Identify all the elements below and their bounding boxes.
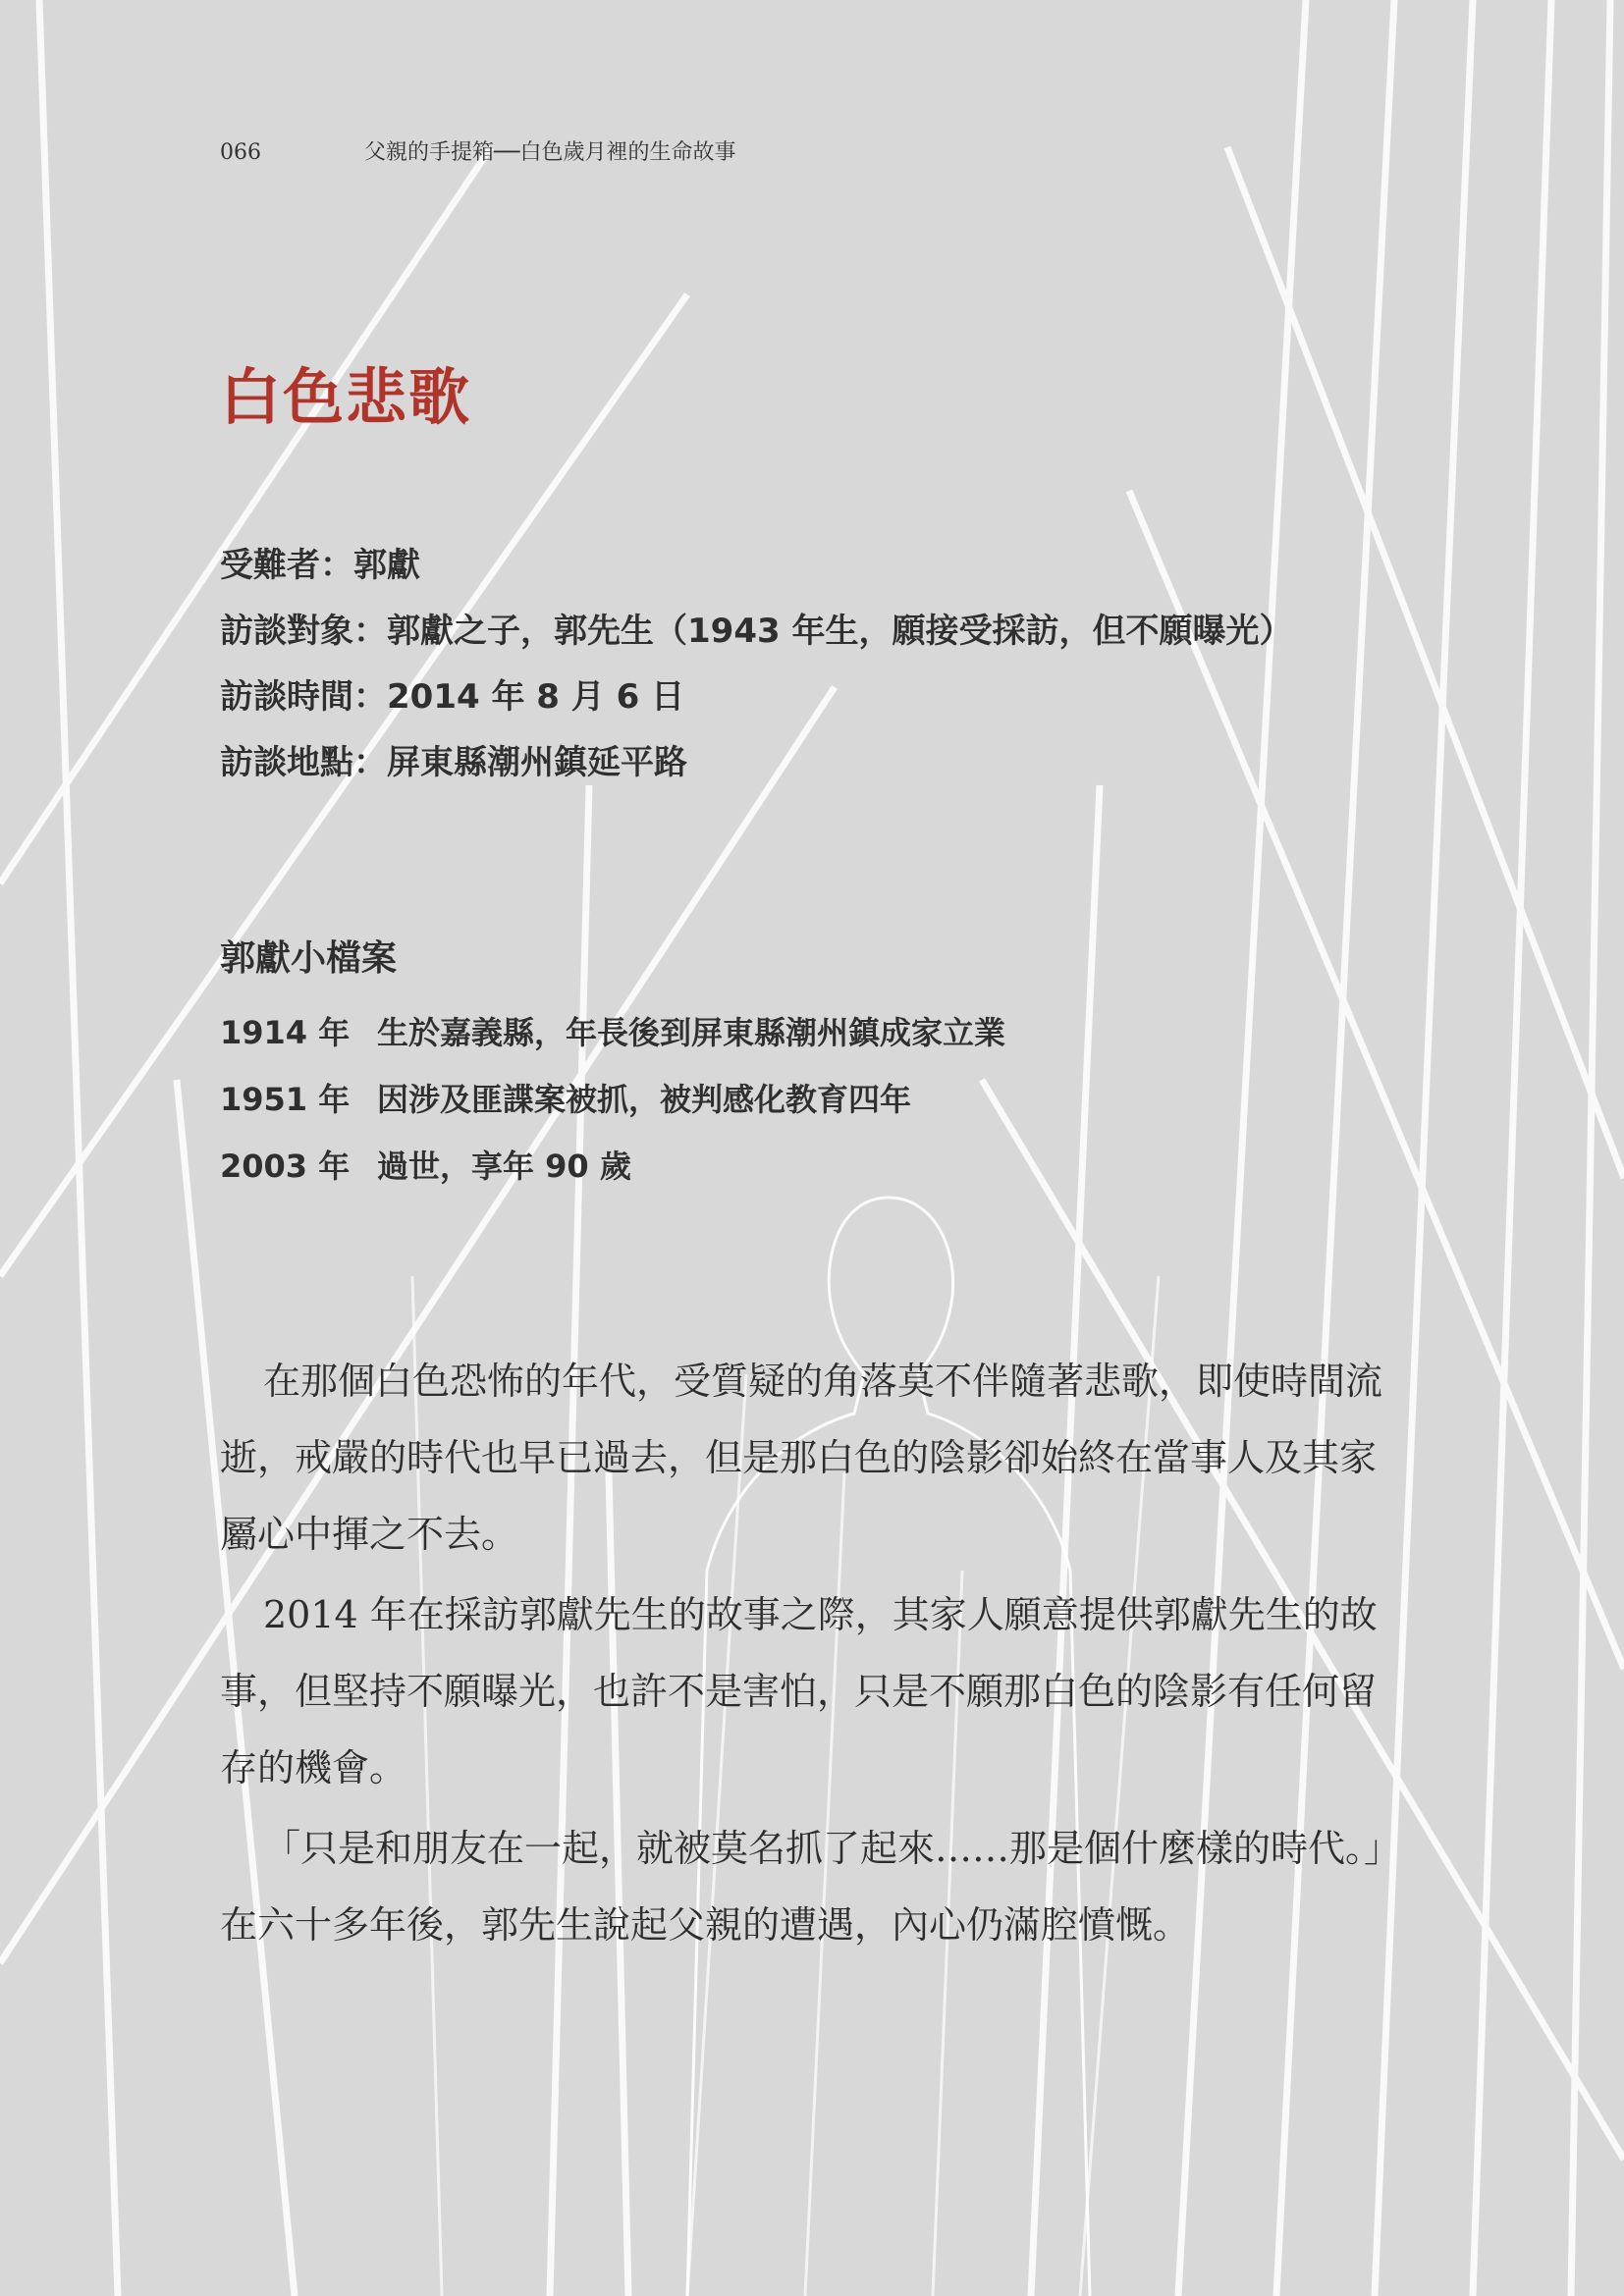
paragraph: 在那個白色恐怖的年代，受質疑的角落莫不伴隨著悲歌，即使時間流逝，戒嚴的時代也早已過去，但是那白色的陰影卻始終在當事人及其家屬心中揮之不去。	[220, 1360, 1383, 1556]
timeline-event: 過世，享年 90 歲	[377, 1148, 631, 1185]
interview-date-row	[220, 669, 1292, 735]
interview-date-value: 2014 年 8 月 6 日	[387, 677, 685, 717]
timeline-row	[220, 1075, 1005, 1142]
paragraph: 2014 年在採訪郭獻先生的故事之際，其家人願意提供郭獻先生的故事，但堅持不願曝光，也許不是害怕，只是不願那白色的陰影有任何留存的機會。	[220, 1593, 1378, 1789]
interview-location-row	[220, 735, 1292, 801]
timeline-row	[220, 1142, 1005, 1208]
victim-label: 受難者：	[220, 546, 353, 585]
page-number: 066	[220, 140, 261, 165]
interview-date-label: 訪談時間：	[220, 677, 387, 717]
chapter-title: 白色悲歌	[220, 361, 472, 433]
interviewee-label: 訪談對象：	[220, 612, 387, 651]
body-text	[220, 1343, 1408, 1967]
victim-row	[220, 538, 1292, 604]
timeline-row	[220, 1008, 1005, 1075]
interview-location-label: 訪談地點：	[220, 743, 387, 782]
timeline-year: 1914 年	[220, 1014, 351, 1051]
interviewee-value: 郭獻之子，郭先生（1943 年生，願接受採訪，但不願曝光）	[387, 612, 1293, 651]
running-header	[220, 135, 736, 166]
timeline-year: 2003 年	[220, 1148, 351, 1185]
timeline-event: 因涉及匪諜案被抓，被判感化教育四年	[377, 1081, 912, 1118]
interviewee-row	[220, 604, 1292, 669]
book-title: 父親的手提箱──白色歲月裡的生命故事	[364, 140, 736, 165]
timeline-event: 生於嘉義縣，年長後到屏東縣潮州鎮成家立業	[377, 1014, 1006, 1051]
paragraph: 「只是和朋友在一起，就被莫名抓了起來……那是個什麼樣的時代。」在六十多年後，郭先生說起父親的遭遇，內心仍滿腔憤慨。	[220, 1827, 1402, 1947]
interview-info	[220, 538, 1292, 801]
timeline-year: 1951 年	[220, 1081, 351, 1118]
profile-box	[220, 931, 1005, 1208]
profile-title: 郭獻小檔案	[220, 938, 398, 979]
victim-value: 郭獻	[353, 546, 420, 585]
interview-location-value: 屏東縣潮州鎮延平路	[387, 743, 687, 782]
